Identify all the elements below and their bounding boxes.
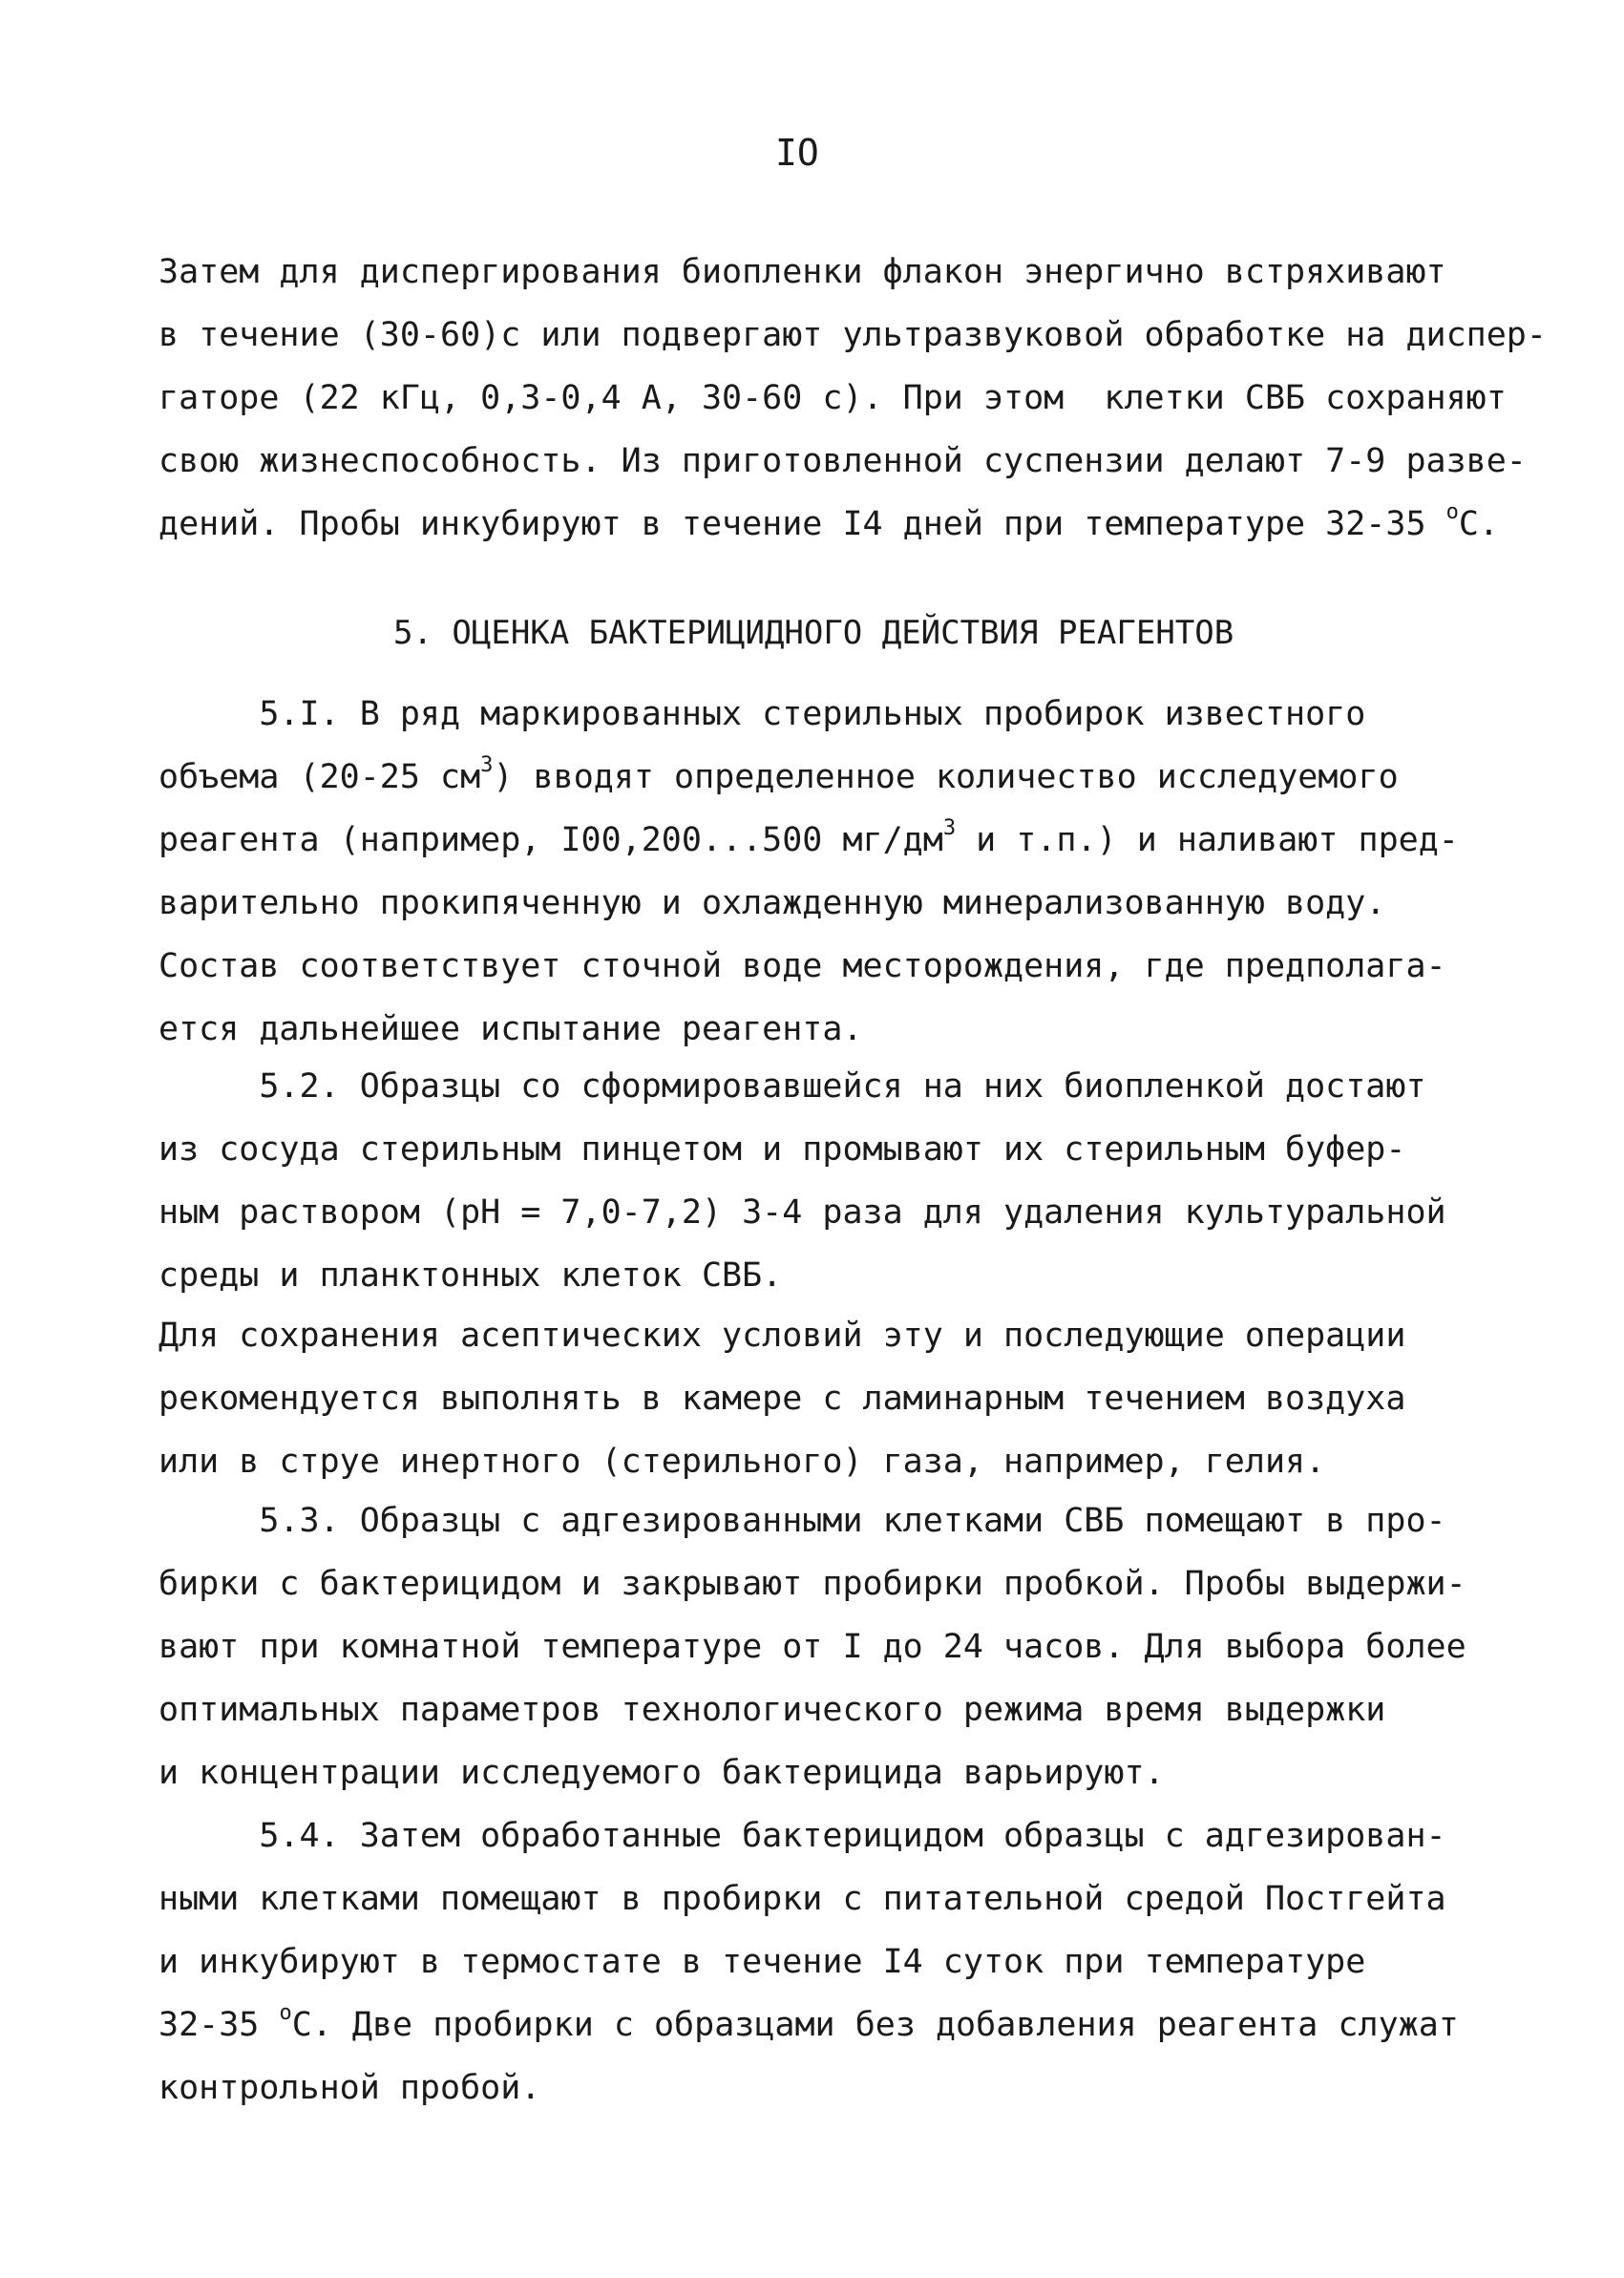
- temperature-unit: С.: [1458, 505, 1499, 543]
- superscript: 3: [942, 816, 957, 841]
- paragraph-5-2: [158, 1055, 1446, 1307]
- paragraph-5-1: [158, 683, 1459, 1061]
- text-fragment: С. Две пробирки с образцами без добавления реагента служат: [291, 2006, 1459, 2044]
- text-line: гаторе (22 кГц, 0,3-0,4 А, 30-60 с). При этом клетки СВБ сохраняют: [158, 379, 1507, 417]
- text-line: рекомендуется выполнять в камере с ламинарным течением воздуха: [158, 1380, 1406, 1418]
- text-line: 5.2. Образцы со сформировавшейся на них биопленкой достают: [158, 1067, 1426, 1106]
- text-line: 5.3. Образцы с адгезированными клетками СВБ помещают в про-: [158, 1502, 1446, 1540]
- paragraph-5-4: [158, 1804, 1459, 2120]
- section-heading-text: 5. ОЦЕНКА БАКТЕРИЦИДНОГО ДЕЙСТВИЯ РЕАГЕНТОВ: [393, 614, 1234, 652]
- text-fragment: 32-35: [158, 2006, 280, 2044]
- text-line: и инкубируют в термостате в течение I4 суток при температуре: [158, 1943, 1366, 1981]
- text-line: среды и планктонных клеток СВБ.: [158, 1256, 783, 1295]
- intro-paragraph: [158, 241, 1547, 556]
- section-heading: [393, 601, 1234, 664]
- text-line: [158, 746, 1459, 809]
- text-fragment: дений. Пробы инкубируют в течение I4 дней при температуре 32-35: [158, 505, 1446, 543]
- text-line: ется дальнейшее испытание реагента.: [158, 1010, 863, 1048]
- text-line: 5.I. В ряд маркированных стерильных пробирок известного: [158, 695, 1366, 733]
- degree-sign: о: [279, 2001, 292, 2026]
- text-line: оптимальных параметров технологического режима время выдержки: [158, 1691, 1386, 1729]
- text-fragment: реагента (например, I00,200...500 мг/дм: [158, 821, 943, 859]
- paragraph-5-3: [158, 1489, 1466, 1804]
- text-line: из сосуда стерильным пинцетом и промывают их стерильным буфер-: [158, 1130, 1406, 1169]
- superscript: 3: [480, 753, 494, 778]
- text-fragment: объема (20-25 см: [158, 758, 481, 796]
- text-line: [158, 809, 1459, 872]
- text-line: варительно прокипяченную и охлажденную минерализованную воду.: [158, 884, 1386, 922]
- text-line: 5.4. Затем обработанные бактерицидом образцы с адгезирован-: [158, 1817, 1446, 1855]
- text-line: и концентрации исследуемого бактерицида варьируют.: [158, 1754, 1165, 1792]
- text-fragment: и т.п.) и наливают пред-: [956, 821, 1459, 859]
- page-number: IO: [775, 132, 819, 174]
- text-line: ным раствором (рН = 7,0-7,2) 3-4 раза для удаления культуральной: [158, 1193, 1446, 1232]
- text-line: Для сохранения асептических условий эту и последующие операции: [158, 1317, 1406, 1355]
- text-line: контрольной пробой.: [158, 2069, 541, 2107]
- degree-sign: о: [1445, 500, 1459, 525]
- text-line: [158, 1993, 1459, 2057]
- text-line: или в струе инертного (стерильного) газа, например, гелия.: [158, 1443, 1326, 1481]
- text-line: [158, 493, 1547, 556]
- text-line: Состав соответствует сточной воде месторождения, где предполага-: [158, 947, 1446, 985]
- text-line: ными клетками помещают в пробирки с питательной средой Постгейта: [158, 1880, 1446, 1918]
- text-line: в течение (30-60)с или подвергают ультразвуковой обработке на диспер-: [158, 316, 1547, 354]
- paragraph-aseptic: [158, 1304, 1405, 1493]
- text-line: свою жизнеспособность. Из приготовленной суспензии делают 7-9 разве-: [158, 442, 1527, 480]
- text-line: Затем для диспергирования биопленки флакон энергично встряхивают: [158, 253, 1446, 291]
- text-line: вают при комнатной температуре от I до 24 часов. Для выбора более: [158, 1628, 1466, 1666]
- text-line: бирки с бактерицидом и закрывают пробирки пробкой. Пробы выдержи-: [158, 1565, 1466, 1603]
- text-fragment: ) вводят определенное количество исследуемого: [493, 758, 1399, 796]
